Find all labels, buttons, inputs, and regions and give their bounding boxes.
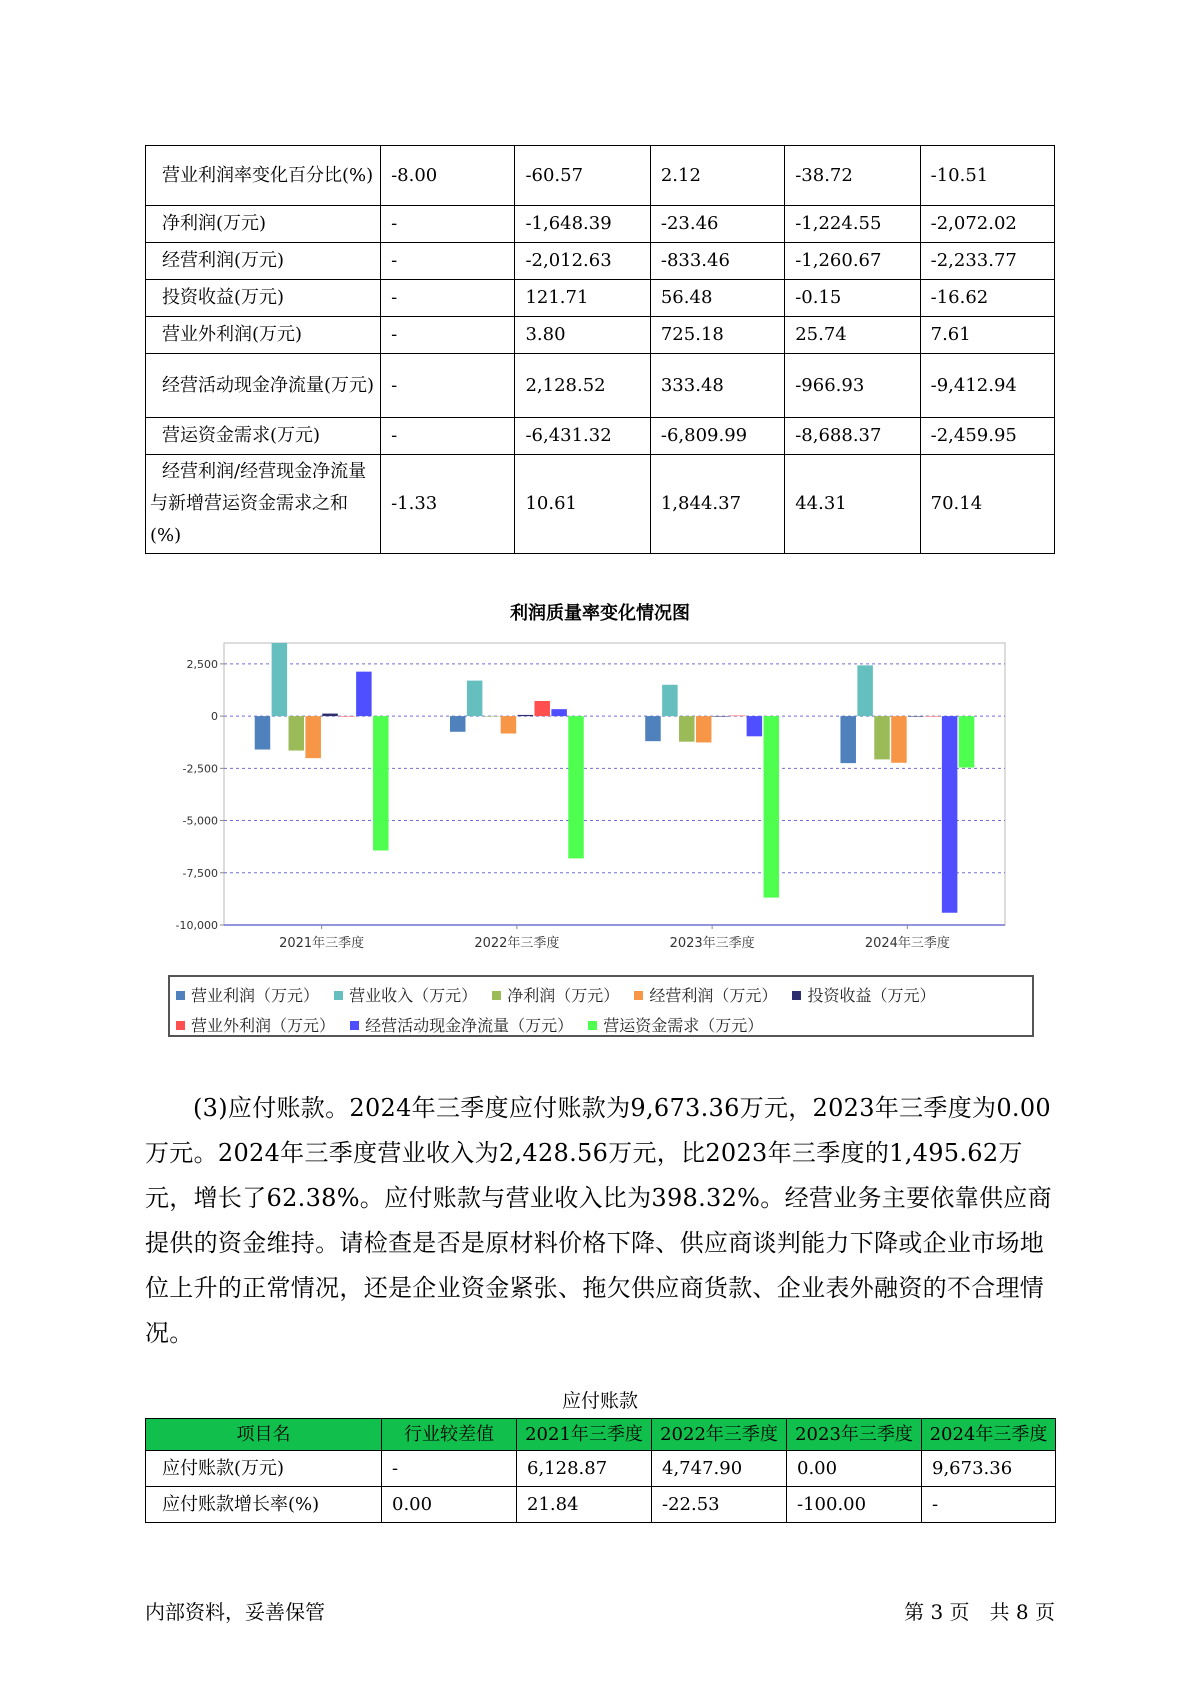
y-tick-label: -2,500 (182, 762, 218, 776)
x-tick-label: 2024年三季度 (864, 936, 950, 951)
y-tick-label: -10,000 (175, 919, 218, 932)
table-cell: - (922, 1487, 1056, 1523)
table-cell: -9,412.94 (920, 354, 1054, 418)
table-cell: -10.51 (920, 146, 1054, 206)
table-cell: 70.14 (920, 455, 1054, 554)
bar (908, 716, 924, 717)
bar (874, 716, 890, 759)
table-cell: -8,688.37 (785, 418, 920, 455)
table-cell: 21.84 (517, 1487, 652, 1523)
footer-confidential: 内部资料，妥善保管 (145, 1600, 325, 1624)
accounts-payable-table (145, 1418, 1056, 1523)
table-cell: 2.12 (650, 146, 784, 206)
bar (764, 716, 780, 897)
table-row (146, 280, 1055, 317)
table-cell: 25.74 (785, 317, 920, 354)
column-header: 2024年三季度 (922, 1419, 1056, 1451)
bar (518, 715, 534, 716)
legend-item: 经营活动现金净流量（万元） (350, 1011, 573, 1041)
accounts-payable-paragraph (145, 1086, 1060, 1356)
y-tick-label: -5,000 (182, 814, 218, 828)
table-cell: 10.61 (515, 455, 650, 554)
body-text: (3)应付账款。2024年三季度应付账款为9,673.36万元，2023年三季度为0.00万元。2024年三季度营业收入为2,428.56万元，比2023年三季度的1,495.62万元，增长了62.38%。应付账款与营业收入比为398.32%。经营业务主要依靠供应商提供的资金维持。请检查是否是原材料价格下降、供应商谈判能力下降或企业市场地位上升的正常情况，还是企业资金紧张、拖欠供应商货款、企业表外融资的不合理情况。 (145, 1094, 1052, 1347)
table-cell: - (381, 206, 515, 243)
bar (373, 716, 389, 850)
y-tick-label: 2,500 (186, 657, 218, 671)
table-cell: -0.15 (785, 280, 920, 317)
table-cell: 725.18 (650, 317, 784, 354)
x-tick-label: 2021年三季度 (279, 936, 365, 951)
table-cell: -2,459.95 (920, 418, 1054, 455)
table-cell: 333.48 (650, 354, 784, 418)
legend-swatch (588, 1021, 597, 1030)
legend-item: 净利润（万元） (492, 981, 619, 1011)
row-label: 经营利润/经营现金净流量与新增营运资金需求之和(%) (146, 455, 381, 554)
bar (840, 716, 856, 763)
row-label: 经营活动现金净流量(万元) (146, 354, 381, 418)
bar (272, 643, 288, 716)
table-cell: 1,844.37 (650, 455, 784, 554)
table-row (146, 418, 1055, 455)
legend-swatch (334, 991, 343, 1000)
row-label: 营业外利润(万元) (146, 317, 381, 354)
table-cell: -966.93 (785, 354, 920, 418)
table-cell: -1,224.55 (785, 206, 920, 243)
table-row (146, 354, 1055, 418)
chart-title: 利润质量率变化情况图 (510, 603, 690, 624)
table-cell: -2,072.02 (920, 206, 1054, 243)
table-row (146, 317, 1055, 354)
row-label: 净利润(万元) (146, 206, 381, 243)
legend-row (176, 981, 1032, 1011)
table-cell: 0.00 (787, 1451, 922, 1487)
row-label: 投资收益(万元) (146, 280, 381, 317)
row-label: 应付账款(万元) (146, 1451, 382, 1487)
row-label: 营业利润率变化百分比(%) (146, 146, 381, 206)
legend-item: 营业外利润（万元） (176, 1011, 335, 1041)
legend-swatch (792, 991, 801, 1000)
table-cell: 3.80 (515, 317, 650, 354)
bar (747, 716, 763, 736)
table-cell: -833.46 (650, 243, 784, 280)
table-cell: -22.53 (652, 1487, 787, 1523)
table-cell: 2,128.52 (515, 354, 650, 418)
table-cell: - (381, 317, 515, 354)
table-cell: 121.71 (515, 280, 650, 317)
bar (255, 716, 271, 749)
bar (645, 716, 661, 741)
bar (339, 716, 355, 717)
table-cell: - (381, 243, 515, 280)
x-tick-label: 2023年三季度 (669, 936, 755, 951)
legend-row (176, 1011, 1032, 1041)
y-tick-label: -7,500 (182, 866, 218, 880)
bar (356, 672, 372, 716)
bar (713, 716, 729, 717)
table-cell: 44.31 (785, 455, 920, 554)
profit-quality-table (145, 145, 1055, 554)
table-cell: 9,673.36 (922, 1451, 1056, 1487)
y-tick-label: 0 (211, 710, 218, 724)
table-row (146, 146, 1055, 206)
legend-item: 营业利润（万元） (176, 981, 319, 1011)
bar (696, 716, 712, 742)
x-tick-label: 2022年三季度 (474, 936, 560, 951)
table-row (146, 206, 1055, 243)
table-cell: -1,648.39 (515, 206, 650, 243)
legend-item: 营业收入（万元） (334, 981, 477, 1011)
row-label: 营运资金需求(万元) (146, 418, 381, 455)
table-cell: 0.00 (382, 1487, 517, 1523)
bar (305, 716, 321, 758)
table-cell: -8.00 (381, 146, 515, 206)
bar (450, 716, 466, 732)
bar (891, 716, 907, 763)
bar (662, 685, 678, 716)
chart-legend (168, 975, 1034, 1037)
column-header: 2021年三季度 (517, 1419, 652, 1451)
bar (857, 665, 873, 716)
table-cell: -23.46 (650, 206, 784, 243)
table-cell: -100.00 (787, 1487, 922, 1523)
legend-item: 营运资金需求（万元） (588, 1011, 763, 1041)
table-cell: - (381, 418, 515, 455)
bar (551, 709, 567, 716)
page-number: 第 3 页 共 8 页 (904, 1600, 1055, 1624)
legend-swatch (176, 991, 185, 1000)
bar (730, 716, 746, 717)
bar (959, 716, 975, 767)
table-row (146, 455, 1055, 554)
row-label: 经营利润(万元) (146, 243, 381, 280)
table-cell: -60.57 (515, 146, 650, 206)
table-cell: - (381, 354, 515, 418)
table-cell: 56.48 (650, 280, 784, 317)
table-cell: - (382, 1451, 517, 1487)
column-header: 2022年三季度 (652, 1419, 787, 1451)
table-row (146, 243, 1055, 280)
table-header-row (146, 1419, 1056, 1451)
bar (942, 716, 958, 913)
table-cell: - (381, 280, 515, 317)
table-cell: 6,128.87 (517, 1451, 652, 1487)
legend-swatch (350, 1021, 359, 1030)
table-cell: -1,260.67 (785, 243, 920, 280)
table-caption: 应付账款 (561, 1390, 638, 1412)
table-row (146, 1487, 1056, 1523)
bar (534, 701, 550, 716)
column-header: 项目名 (146, 1419, 382, 1451)
legend-swatch (492, 991, 501, 1000)
table-row (146, 1451, 1056, 1487)
legend-item: 投资收益（万元） (792, 981, 935, 1011)
bar (322, 714, 338, 717)
legend-swatch (176, 1021, 185, 1030)
table-cell: -1.33 (381, 455, 515, 554)
table-cell: 7.61 (920, 317, 1054, 354)
table-cell: -16.62 (920, 280, 1054, 317)
column-header: 行业较差值 (382, 1419, 517, 1451)
bar (501, 716, 517, 733)
bar (467, 681, 483, 717)
bar (568, 716, 584, 858)
row-label: 应付账款增长率(%) (146, 1487, 382, 1523)
table-cell: -38.72 (785, 146, 920, 206)
table-cell: -6,431.32 (515, 418, 650, 455)
bar (925, 716, 941, 717)
profit-quality-chart (160, 595, 1040, 1045)
legend-swatch (634, 991, 643, 1000)
table-cell: -2,233.77 (920, 243, 1054, 280)
bar (679, 716, 695, 742)
plot-area (224, 643, 1005, 925)
chart-plot (160, 595, 1040, 975)
bar (484, 716, 500, 717)
table-cell: 4,747.90 (652, 1451, 787, 1487)
table-cell: -2,012.63 (515, 243, 650, 280)
bar (289, 716, 305, 750)
column-header: 2023年三季度 (787, 1419, 922, 1451)
legend-item: 经营利润（万元） (634, 981, 777, 1011)
table-cell: -6,809.99 (650, 418, 784, 455)
